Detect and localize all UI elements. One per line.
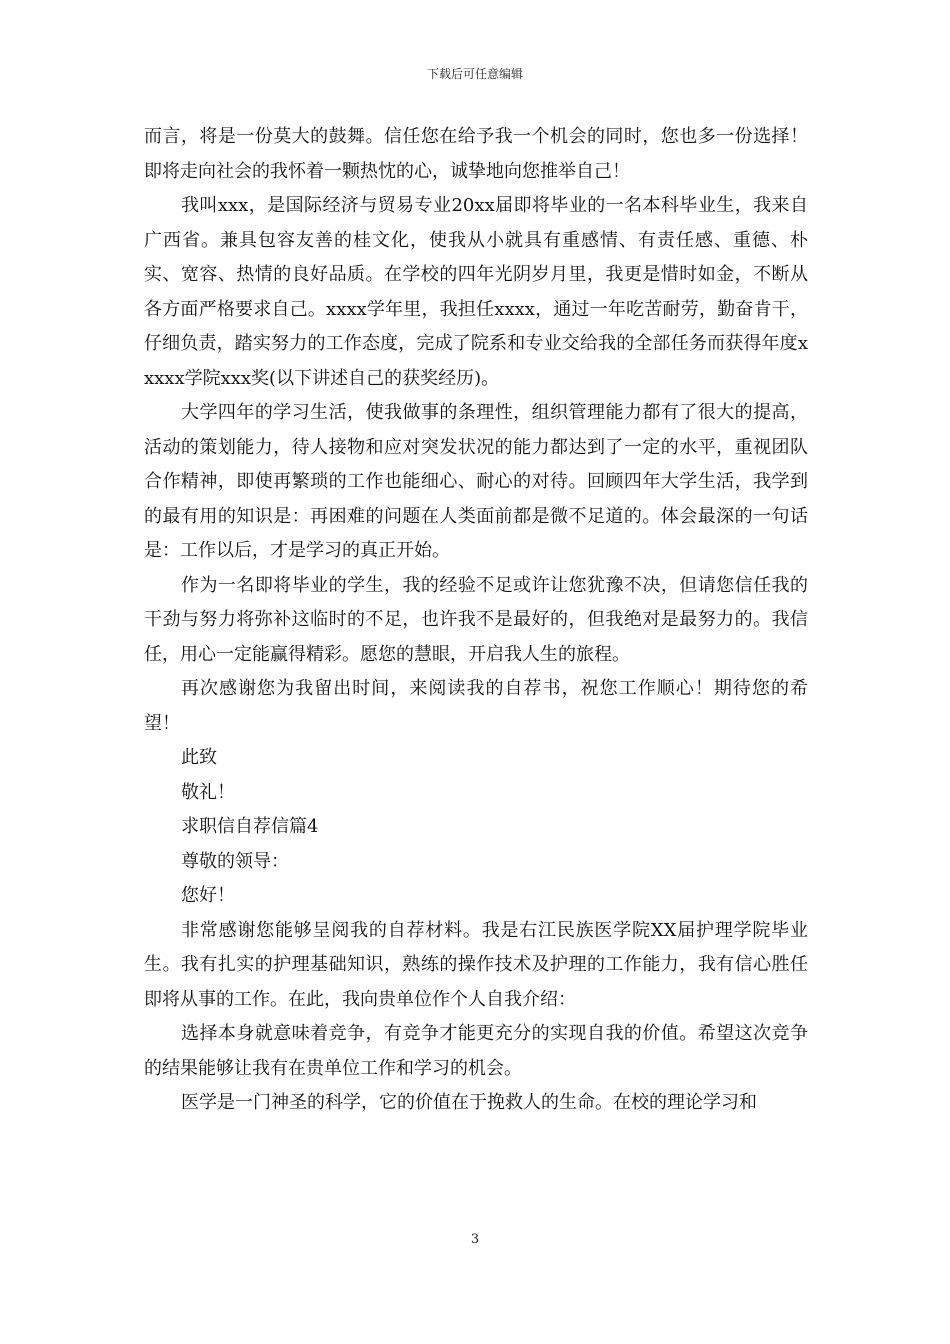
paragraph-2: 我叫xxx，是国际经济与贸易专业20xx届即将毕业的一名本科毕业生，我来自广西省。兼具包容友善的桂文化，使我从小就具有重感情、有责任感、重德、朴实、宽容、热情的良好品质。在学校的四年光阴岁月里，我更是惜时如金，不断从各方面严格要求自己。xxxx学年里，我担任xxxx，通过一年吃苦耐劳，勤奋肯干，仔细负责，踏实努力的工作态度，完成了院系和专业交给我的全部任务而获得年度xxxxx学院xxx奖(以下讲述自己的获奖经历)。 [144,195,808,389]
greeting: 您好！ [181,885,235,906]
document-body [144,120,808,1121]
paragraph-6: 非常感谢您能够呈阅我的自荐材料。我是右江民族医学院XX届护理学院毕业生。我有扎实的护理基础知识，熟练的操作技术及护理的工作能力，我有信心胜任即将从事的工作。在此，我向贵单位作个人自我介绍： [144,919,808,1010]
paragraph-5: 再次感谢您为我留出时间，来阅读我的自荐书，祝您工作顺心！期待您的希望！ [144,678,808,734]
paragraph-1: 而言，将是一份莫大的鼓舞。信任您在给予我一个机会的同时，您也多一份选择！即将走向社会的我怀着一颗热忱的心，诚挚地向您推举自己！ [144,126,808,182]
paragraph-3: 大学四年的学习生活，使我做事的条理性，组织管理能力都有了很大的提高，活动的策划能力，待人接物和应对突发状况的能力都达到了一定的水平，重视团队合作精神，即使再繁琐的工作也能细心、耐心的对待。回顾四年大学生活，我学到的最有用的知识是：再困难的问题在人类面前都是微不足道的。体会最深的一句话是：工作以后，才是学习的真正开始。 [144,402,808,561]
closing-salutation: 此致 [181,747,217,768]
page-header: 下载后可任意编辑 [426,67,523,81]
paragraph-7: 选择本身就意味着竞争，有竞争才能更充分的实现自我的价值。希望这次竞争的结果能够让我有在贵单位工作和学习的机会。 [144,1023,808,1079]
closing-regards: 敬礼！ [181,781,235,803]
paragraph-4: 作为一名即将毕业的学生，我的经验不足或许让您犹豫不决，但请您信任我的干劲与努力将弥补这临时的不足，也许我不是最好的，但我绝对是最努力的。我信任，用心一定能赢得精彩。愿您的慧眼，开启我人生的旅程。 [144,574,808,665]
page-number: 3 [470,1232,480,1247]
section-title: 求职信自荐信篇4 [181,816,319,837]
paragraph-8: 医学是一门神圣的科学，它的价值在于挽救人的生命。在校的理论学习和 [181,1092,757,1113]
greeting-addressee: 尊敬的领导： [181,850,289,872]
